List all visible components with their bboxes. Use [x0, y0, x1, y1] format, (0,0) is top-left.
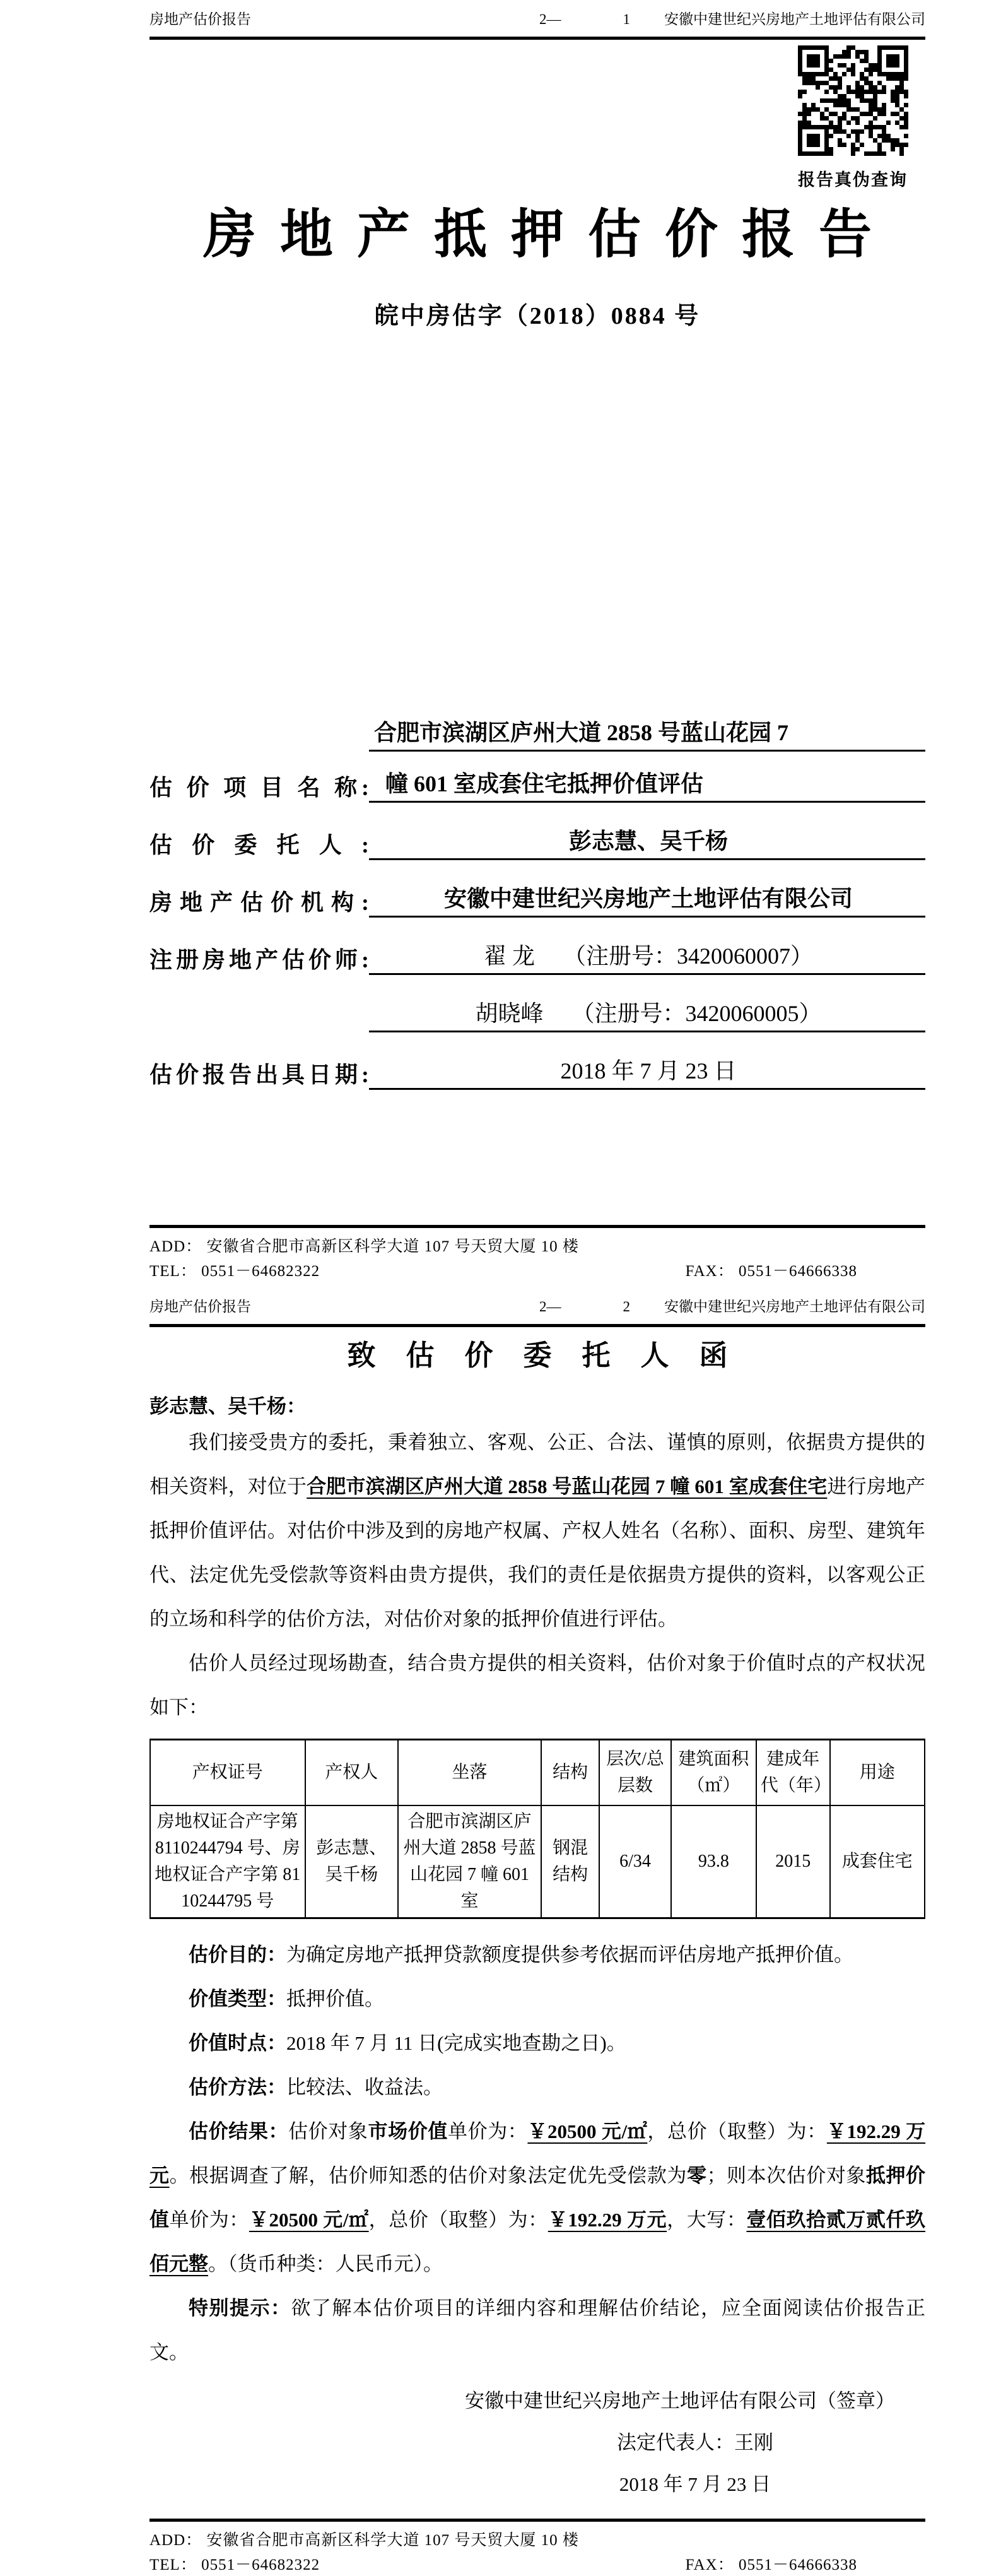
field-project-name — [149, 718, 925, 803]
cell-certificate: 房地权证合产字第 8110244794 号、房地权证合产字第 8110244795 号 — [150, 1805, 305, 1918]
item-text: 抵押价值。 — [286, 1987, 384, 2010]
cell-floor: 6/34 — [599, 1805, 671, 1918]
item-text: 欲了解本估价项目的详细内容和理解估价结论，应全面阅读估价报告正文。 — [149, 2296, 926, 2363]
cell-year: 2015 — [756, 1805, 830, 1918]
item-label: 估价结果： — [189, 2120, 289, 2142]
page-count-prefix: 2— — [539, 1299, 561, 1315]
item-text: 估价对象市场价值单价为：￥20500 元/㎡，总价（取整）为：￥192.29 万元。根据调查了解，估价师知悉的估价对象法定优先受偿款为零；则本次估价对象抵押价值单价为：￥20500 元/㎡，总价（取整）为：￥192.29 万元，大写：壹佰玖拾贰万贰仟玖佰元整。（货币种类：人民币元）。 — [149, 2120, 926, 2275]
footer-tel-fax — [149, 1261, 925, 1282]
footer-tel: TEL： 0551－64682322 — [149, 1263, 320, 1280]
column-header-structure: 结构 — [541, 1740, 599, 1805]
item-label: 价值类型： — [189, 1987, 286, 2010]
field-value: 彭志慧、吴千杨 — [369, 826, 925, 860]
footer-fax: FAX： 0551－64666338 — [685, 2556, 857, 2573]
document-title: 房地产抵押估价报告 — [202, 206, 896, 264]
field-appraiser-2 — [149, 998, 925, 1032]
running-header-title: 房地产估价报告 — [149, 11, 251, 27]
running-header-title: 房地产估价报告 — [149, 1299, 251, 1315]
page-number-group — [539, 1297, 630, 1316]
footer-address: ADD： 安徽省合肥市高新区科学大道 107 号天贸大厦 10 楼 — [149, 2532, 579, 2549]
signature-legal-representative: 法定代表人：王刚 — [617, 2431, 773, 2454]
letter-paragraph-2: 估价人员经过现场勘查，结合贵方提供的相关资料，估价对象于价值时点的产权状况如下： — [149, 1652, 925, 1718]
column-header-area: 建筑面积（㎡） — [671, 1740, 756, 1805]
item-result — [149, 2110, 925, 2286]
item-value-type — [149, 1977, 925, 2021]
item-label: 价值时点： — [189, 2031, 286, 2054]
field-issue-date — [149, 1056, 925, 1090]
signature-company: 安徽中建世纪兴房地产土地评估有限公司（签章） — [465, 2389, 895, 2412]
column-header-use: 用途 — [830, 1740, 925, 1805]
footer-tel-fax — [149, 2555, 925, 2576]
footer-tel: TEL： 0551－64682322 — [149, 2556, 320, 2573]
item-text: 比较法、收益法。 — [286, 2076, 443, 2098]
page-count-prefix: 2— — [539, 11, 561, 27]
page-1-cover — [0, 0, 1001, 1287]
page-number-group — [539, 10, 630, 29]
page-2-letter — [0, 1287, 1001, 2575]
table-header-row — [150, 1740, 925, 1805]
item-text: 2018 年 7 月 11 日(完成实地查勘之日)。 — [286, 2031, 626, 2054]
signature-date: 2018 年 7 月 23 日 — [619, 2473, 771, 2495]
property-rights-table — [149, 1739, 925, 1919]
column-header-location: 坐落 — [398, 1740, 541, 1805]
item-special-note — [149, 2286, 925, 2375]
item-label: 估价方法： — [189, 2076, 286, 2098]
item-text: 为确定房地产抵押贷款额度提供参考依据而评估房地产抵押价值。 — [286, 1943, 853, 1966]
cover-fields — [149, 718, 925, 1090]
field-label: 估价报告出具日期: — [149, 1062, 369, 1087]
qr-verification-block — [798, 45, 911, 191]
column-header-year: 建成年代（年） — [756, 1740, 830, 1805]
field-value: 胡晓峰 （注册号：3420060005） — [369, 998, 925, 1032]
field-agency — [149, 883, 925, 918]
cell-location: 合肥市滨湖区庐州大道 2858 号蓝山花园 7 幢 601 室 — [398, 1805, 541, 1918]
running-header-company: 安徽中建世纪兴房地产土地评估有限公司 — [664, 11, 925, 27]
qr-code-icon — [798, 45, 908, 156]
qr-code-caption: 报告真伪查询 — [798, 170, 908, 189]
column-header-owner: 产权人 — [305, 1740, 398, 1805]
document-number: 皖中房估字（2018）0884 号 — [374, 303, 701, 329]
field-value: 翟 龙 （注册号：3420060007） — [369, 941, 925, 975]
page-number: 2 — [623, 1299, 630, 1315]
field-client — [149, 826, 925, 860]
appraisal-items — [149, 1933, 925, 2375]
letter-paragraph-1: 我们接受贵方的委托，秉着独立、客观、公正、合法、谨慎的原则，依据贵方提供的相关资料，对位于合肥市滨湖区庐州大道 2858 号蓝山花园 7 幢 601 室成套住宅进行房地产抵押价值评估。对估价中涉及到的房地产权属、产权人姓名（名称）、面积、房型、建筑年代、法定优先受偿款等资料由贵方提供，我们的责任是依据贵方提供的资料，以客观公正的立场和科学的估价方法，对估价对象的抵押价值进行评估。 — [149, 1431, 926, 1630]
field-label: 房地产估价机构: — [149, 890, 369, 915]
cell-owner: 彭志慧、吴千杨 — [305, 1805, 398, 1918]
column-header-floor: 层次/总层数 — [599, 1740, 671, 1805]
running-header-company: 安徽中建世纪兴房地产土地评估有限公司 — [664, 1299, 925, 1315]
cell-structure: 钢混结构 — [541, 1805, 599, 1918]
field-label: 估 价 委 托 人 : — [149, 832, 369, 858]
page-footer — [149, 1225, 925, 1282]
page-footer — [149, 2519, 925, 2576]
column-header-certificate: 产权证号 — [150, 1740, 305, 1805]
letter-title: 致估价委托人函 — [347, 1340, 758, 1371]
field-value: 2018 年 7 月 23 日 — [369, 1056, 925, 1090]
field-label: 估 价 项 目 名 称: — [149, 775, 369, 800]
item-purpose — [149, 1933, 925, 1977]
table-row — [150, 1805, 925, 1918]
footer-fax: FAX： 0551－64666338 — [685, 1263, 857, 1280]
field-value — [369, 718, 925, 803]
running-header — [149, 1287, 925, 1327]
field-value-line-1: 合肥市滨湖区庐州大道 2858 号蓝山花园 7 — [369, 718, 925, 752]
salutation: 彭志慧、吴千杨： — [149, 1395, 306, 1417]
cell-use: 成套住宅 — [830, 1805, 925, 1918]
item-method — [149, 2065, 925, 2110]
running-header — [149, 0, 925, 40]
field-label: 注册房地产估价师: — [149, 947, 369, 972]
field-appraiser-1 — [149, 941, 925, 975]
page-number: 1 — [623, 11, 630, 27]
item-value-date — [149, 2021, 925, 2065]
footer-address: ADD： 安徽省合肥市高新区科学大道 107 号天贸大厦 10 楼 — [149, 1238, 579, 1255]
field-value-line-2: 幢 601 室成套住宅抵押价值评估 — [369, 769, 925, 803]
field-value: 安徽中建世纪兴房地产土地评估有限公司 — [369, 883, 925, 918]
signature-block — [465, 2387, 925, 2498]
item-label: 特别提示： — [189, 2296, 291, 2319]
cell-area: 93.8 — [671, 1805, 756, 1918]
item-label: 估价目的： — [189, 1943, 286, 1966]
